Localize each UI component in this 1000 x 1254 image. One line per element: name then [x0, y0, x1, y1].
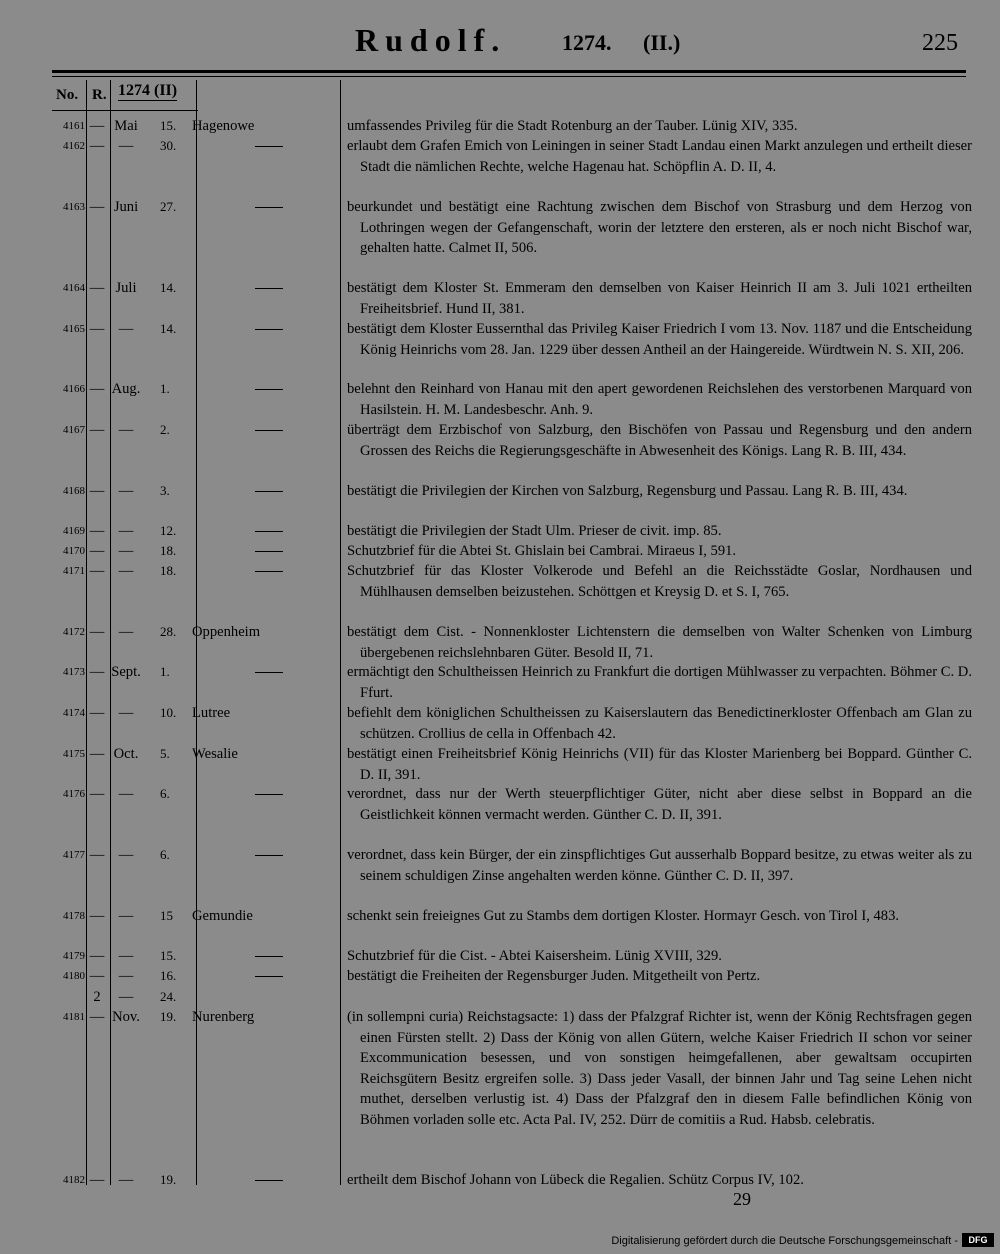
entry-r: —: [89, 746, 105, 762]
entry-r: —: [89, 1172, 105, 1188]
entry-day: 28.: [160, 624, 177, 639]
entry-text: ertheilt dem Bischof Johann von Lübeck die Regalien. Schütz Corpus IV, 102.: [347, 1172, 804, 1188]
entry-text: erlaubt dem Grafen Emich von Leiningen in seiner Stadt Landau einen Markt anzulegen und ertheilt dieser Stadt die nämlichen Rechte, welche Hagenau hat. Schöpflin A. D. II, 4.: [347, 138, 972, 175]
entry-r: —: [89, 543, 105, 559]
entry-place: Nurenberg: [192, 1009, 255, 1025]
entry-day: 19.: [160, 1009, 177, 1024]
entry-day: 14.: [160, 321, 177, 336]
entry-month: —: [118, 624, 134, 640]
entry-month: —: [118, 138, 134, 154]
entry-r: —: [89, 483, 105, 499]
entry-day: 15.: [160, 948, 177, 963]
entry-number: 4161: [63, 120, 85, 132]
entry-text: (in sollempni curia) Reichstagsacte: 1) dass der Pfalzgraf Richter ist, wenn der König Rechtsfragen gegen einen Fürsten stellt. 2) Dass der König von allen Gütern, welche Kaiser Friedrich II schon vor seiner Excommunication besessen, und von sonstigen heimgefallenen, aber gewaltsam occupirten Reichsgütern Besitz ergreifen solle. 3) Dass jeder Vasall, der binnen Jahr und Tag seine Lehen nicht muthet, derselben verlustig ist. 4) Dass der Pfalzgraf den in diesem Falle befindlichen König von Böhmen vorladen solle etc. Acta Pal. IV, 252. Dürr de comitiis a Rud. Habsb. celebratis.: [347, 1009, 972, 1128]
entry-month: —: [118, 705, 134, 721]
place-ditto-rule: [255, 288, 283, 289]
entry-day: 24.: [160, 989, 177, 1004]
entry-day: 1.: [160, 381, 170, 396]
page-number: 225: [922, 30, 958, 56]
running-year: 1274.: [562, 30, 612, 55]
entry-r: —: [89, 280, 105, 296]
place-ditto-rule: [255, 855, 283, 856]
entry-place: Wesalie: [192, 746, 238, 762]
place-ditto-rule: [255, 571, 283, 572]
entry-month: —: [118, 483, 134, 499]
entry-day: 18.: [160, 543, 177, 558]
entry-day: 6.: [160, 847, 170, 862]
entry-r: —: [89, 563, 105, 579]
place-ditto-rule: [255, 389, 283, 390]
entry-month: Oct.: [113, 746, 139, 762]
page-header: [0, 0, 1000, 70]
entry-r: —: [89, 948, 105, 964]
entry-r: —: [89, 1009, 105, 1025]
entry-r: —: [89, 381, 105, 397]
entry-month: Sept.: [111, 664, 141, 680]
entry-text: bestätigt die Freiheiten der Regensburger Juden. Mitgetheilt von Pertz.: [347, 968, 761, 984]
entry-text: ermächtigt den Schultheissen Heinrich zu Frankfurt die dortigen Mühlwasser zu verpachten. Böhmer C. D. Ffurt.: [347, 664, 972, 701]
entry-month: —: [118, 968, 134, 984]
entry-number: 4181: [63, 1011, 85, 1023]
column-header-no: No.: [56, 87, 79, 103]
entry-number: 4180: [63, 970, 85, 982]
header-rule: [52, 70, 966, 73]
dfg-footer: [0, 1228, 1000, 1254]
running-title: Rudolf.: [355, 22, 507, 58]
entry-r: —: [89, 786, 105, 802]
entry-place: Lutree: [192, 705, 231, 721]
entry-text: bestätigt dem Cist. - Nonnenkloster Lichtenstern die demselben von Walter Schenken von Limburg übergebenen reichslehnbaren Güter. Besold II, 71.: [347, 624, 972, 661]
entry-text: überträgt dem Erzbischof von Salzburg, den Bischöfen von Passau und Regensburg und den andern Grossen des Reichs die Regierungsgeschäfte in Abwesenheit des Königs. Lang R. B. III, 434.: [347, 422, 972, 459]
entry-month: —: [118, 422, 134, 438]
entry-day: 14.: [160, 280, 177, 295]
entry-number: 4174: [63, 707, 85, 719]
entry-text: befiehlt dem königlichen Schultheissen zu Kaiserslautern das Benedictinerkloster Offenbach am Glan zu schützen. Crollius de cella in Offenbach 42.: [347, 705, 972, 742]
column-header-year: 1274 (II): [118, 82, 178, 99]
entry-day: 15: [160, 908, 173, 923]
entry-month: —: [118, 948, 134, 964]
entry-day: 5.: [160, 746, 170, 761]
entry-text: schenkt sein freieignes Gut zu Stambs dem dortigen Kloster. Hormayr Gesch. von Tirol I, 483.: [347, 908, 900, 924]
entry-number: 4171: [63, 565, 85, 577]
entry-month: —: [118, 563, 134, 579]
running-part: (II.): [643, 30, 681, 55]
place-ditto-rule: [255, 531, 283, 532]
entry-text: verordnet, dass kein Bürger, der ein zinspflichtiges Gut ausserhalb Boppard besitze, zu etwas weiter als zu seinem schuldigen Zinse angehalten werden könne. Günther C. D. II, 397.: [347, 847, 972, 884]
entry-month: Nov.: [112, 1009, 140, 1025]
entry-month: —: [118, 523, 134, 539]
entry-text: Schutzbrief für die Abtei St. Ghislain bei Cambrai. Miraeus I, 591.: [347, 543, 737, 559]
place-ditto-rule: [255, 430, 283, 431]
entry-day: 18.: [160, 563, 177, 578]
entry-month: —: [118, 786, 134, 802]
entry-day: 12.: [160, 523, 177, 538]
entry-r: —: [89, 523, 105, 539]
entry-place: Gemundie: [192, 908, 253, 924]
entry-text: belehnt den Reinhard von Hanau mit den apert gewordenen Reichslehen des verstorbenen Marquard von Hasilstein. H. M. Landesbeschr. Anh. 9.: [347, 381, 972, 418]
entry-month: —: [118, 321, 134, 337]
entry-number: 4175: [63, 748, 85, 760]
entry-text: bestätigt dem Kloster St. Emmeram den demselben von Kaiser Heinrich II am 3. Juli 1021 ertheilten Freiheitsbrief. Hund II, 381.: [347, 280, 972, 317]
entry-month: —: [118, 989, 134, 1005]
entry-number: 4164: [63, 282, 85, 294]
entry-day: 30.: [160, 138, 177, 153]
entry-day: 3.: [160, 483, 170, 498]
entry-month: Juni: [113, 199, 139, 215]
entry-number: 4166: [63, 383, 85, 395]
entry-text: umfassendes Privileg für die Stadt Rotenburg an der Tauber. Lünig XIV, 335.: [347, 118, 798, 134]
sheet-signature: 29: [733, 1189, 751, 1209]
entry-r: —: [89, 118, 105, 134]
entry-text: Schutzbrief für die Cist. - Abtei Kaisersheim. Lünig XVIII, 329.: [347, 948, 722, 964]
entry-day: 6.: [160, 786, 170, 801]
entry-r: —: [89, 847, 105, 863]
entry-number: 4170: [63, 545, 85, 557]
entry-r: —: [89, 705, 105, 721]
place-ditto-rule: [255, 207, 283, 208]
header-rule-thin: [52, 76, 966, 77]
entry-r: —: [89, 422, 105, 438]
entry-number: 4172: [63, 626, 85, 638]
entry-r: —: [89, 908, 105, 924]
entry-r: —: [89, 968, 105, 984]
entry-month: —: [118, 847, 134, 863]
entry-number: 4173: [63, 666, 85, 678]
entry-text: bestätigt die Privilegien der Kirchen von Salzburg, Regensburg und Passau. Lang R. B. III, 434.: [347, 483, 908, 499]
column-header-rule: [52, 110, 198, 111]
entry-r: 2: [93, 989, 101, 1005]
entry-month: —: [118, 543, 134, 559]
entry-text: bestätigt dem Kloster Eussernthal das Privileg Kaiser Friedrich I vom 13. Nov. 1187 und die Entscheidung König Heinrichs vom 28. Jan. 1229 über dessen Antheil an der Haingereide. Würdtwein N. S. XII, 206.: [347, 321, 972, 358]
dfg-credit: Digitalisierung gefördert durch die Deutsche Forschungsgemeinschaft -: [611, 1235, 958, 1247]
place-ditto-rule: [255, 146, 283, 147]
entry-place: Oppenheim: [192, 624, 261, 640]
entry-day: 2.: [160, 422, 170, 437]
place-ditto-rule: [255, 491, 283, 492]
entry-r: —: [89, 321, 105, 337]
entry-month: —: [118, 908, 134, 924]
entry-day: 19.: [160, 1172, 177, 1187]
entry-number: 4179: [63, 950, 85, 962]
place-ditto-rule: [255, 672, 283, 673]
place-ditto-rule: [255, 976, 283, 977]
entry-number: 4176: [63, 788, 85, 800]
place-ditto-rule: [255, 551, 283, 552]
entry-number: 4163: [63, 201, 85, 213]
entry-number: 4165: [63, 323, 85, 335]
entry-r: —: [89, 624, 105, 640]
entry-number: 4178: [63, 910, 85, 922]
place-ditto-rule: [255, 329, 283, 330]
entry-day: 16.: [160, 968, 177, 983]
entry-month: Mai: [114, 118, 138, 134]
entry-number: 4167: [63, 424, 85, 436]
column-divider-place: [340, 80, 341, 1185]
entry-day: 10.: [160, 705, 177, 720]
place-ditto-rule: [255, 794, 283, 795]
entry-day: 15.: [160, 118, 177, 133]
entry-day: 27.: [160, 199, 177, 214]
entry-text: bestätigt einen Freiheitsbrief König Heinrichs (VII) für das Kloster Marienberg bei Boppard. Günther C. D. II, 391.: [347, 746, 972, 783]
entry-month: Juli: [115, 280, 137, 296]
entry-text: Schutzbrief für das Kloster Volkerode und Befehl an die Reichsstädte Goslar, Nordhausen und Mühlhausen demselben beizustehen. Schöttgen et Kreysig D. et S. I, 765.: [347, 563, 972, 600]
entry-day: 1.: [160, 664, 170, 679]
entry-r: —: [89, 138, 105, 154]
dfg-logo: DFG: [962, 1233, 994, 1247]
entry-text: beurkundet und bestätigt eine Rachtung zwischen dem Bischof von Strasburg und dem Herzog von Lothringen wegen der Gefangenschaft, worin der letztere den ersteren, als er noch nicht Bischof war, gehalten hatte. Calmet II, 506.: [347, 199, 972, 256]
entry-number: 4162: [63, 140, 85, 152]
entry-r: —: [89, 664, 105, 680]
entry-month: —: [118, 1172, 134, 1188]
entry-place: Hagenowe: [192, 118, 255, 134]
column-header-r: R.: [92, 87, 107, 103]
entry-text: verordnet, dass nur der Werth steuerpflichtiger Güter, nicht aber diese selbst in Boppard an die Geistlichkeit können vermacht werden. Günther C. D. II, 391.: [347, 786, 972, 823]
entry-text: bestätigt die Privilegien der Stadt Ulm. Prieser de civit. imp. 85.: [347, 523, 722, 539]
place-ditto-rule: [255, 956, 283, 957]
entry-number: 4182: [63, 1174, 85, 1186]
entry-month: Aug.: [111, 381, 141, 397]
entry-r: —: [89, 199, 105, 215]
place-ditto-rule: [255, 1180, 283, 1181]
entry-number: 4169: [63, 525, 85, 537]
entry-number: 4168: [63, 485, 85, 497]
entry-number: 4177: [63, 849, 85, 861]
